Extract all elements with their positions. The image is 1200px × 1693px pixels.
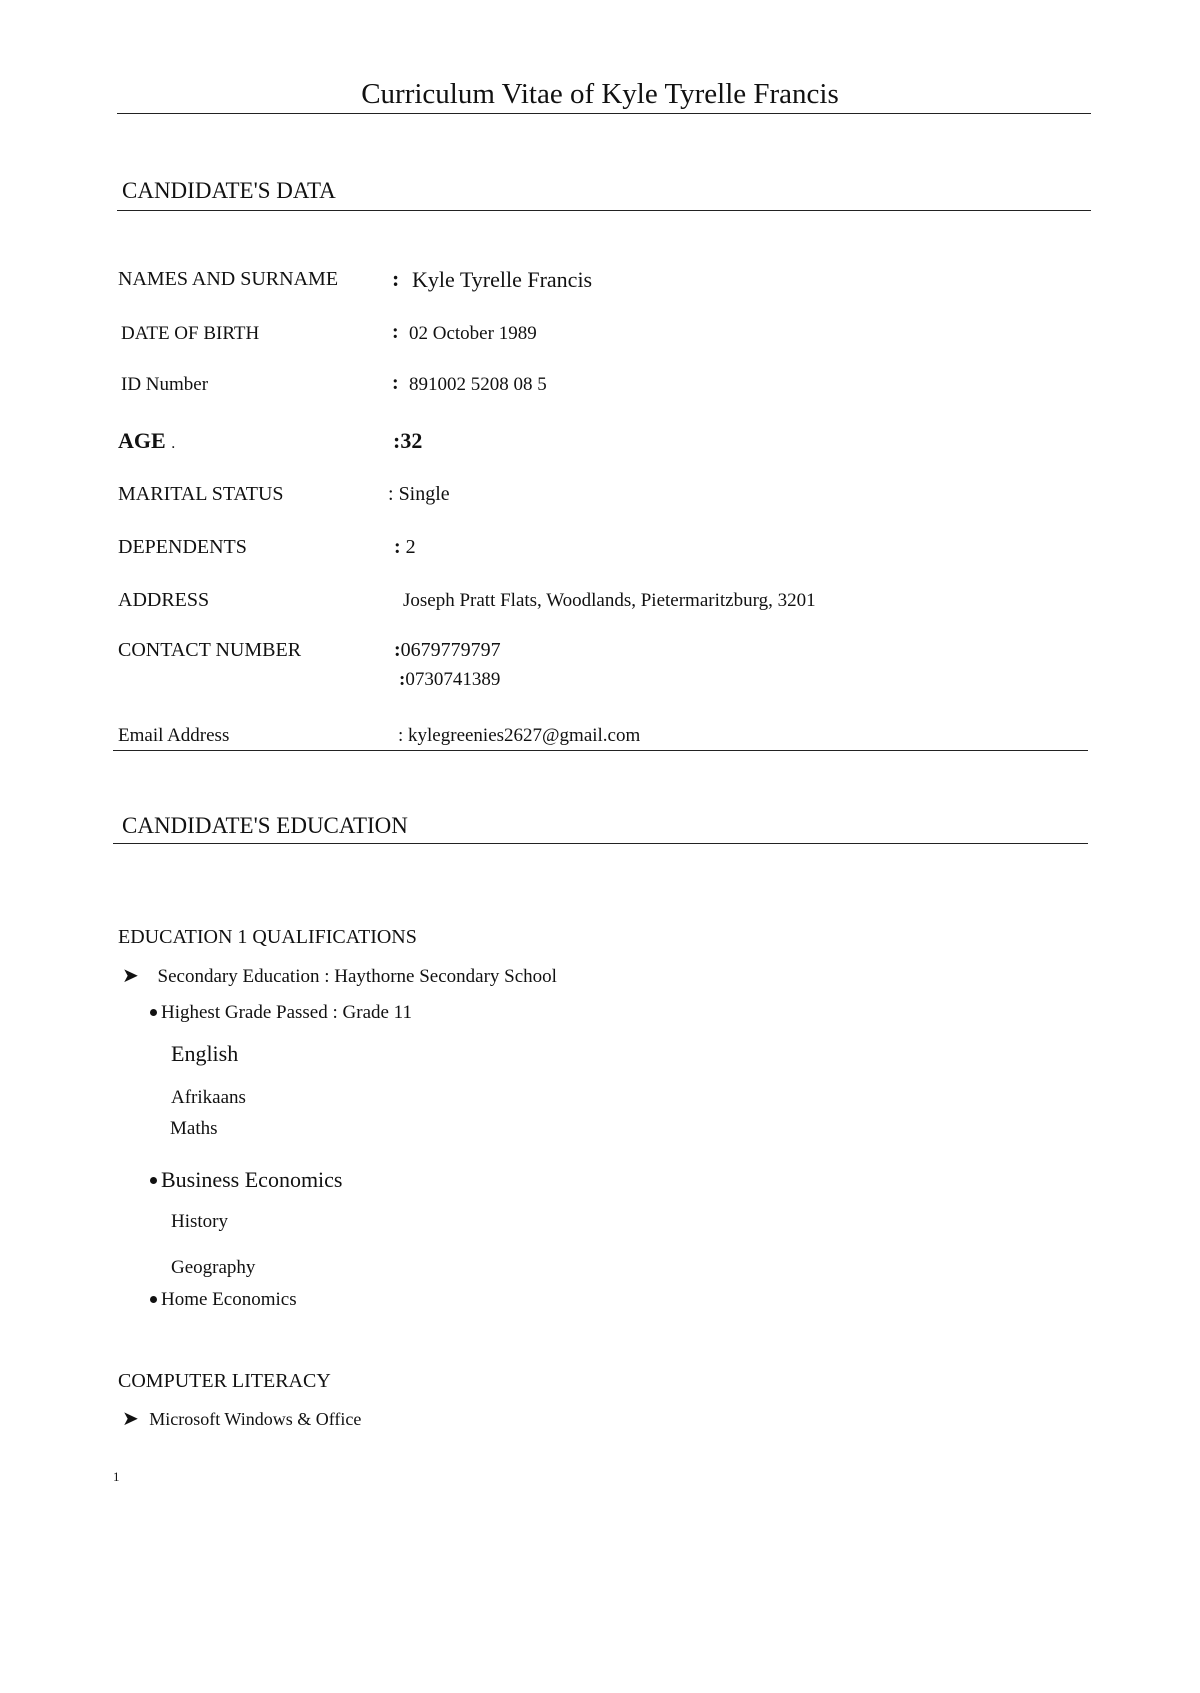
subject-business-economics-text: Business Economics [161, 1167, 343, 1192]
arrow-bullet-icon: ➤ [122, 1408, 139, 1430]
marital-value-text: Single [398, 483, 450, 505]
bullet-dot-icon [150, 1009, 157, 1016]
names-value: Kyle Tyrelle Francis [412, 267, 593, 292]
email-value: : kylegreenies2627@gmail.com [398, 725, 641, 746]
section-rule-email [113, 750, 1088, 751]
page-title: Curriculum Vitae of Kyle Tyrelle Francis [361, 78, 839, 110]
age-label-text: AGE [118, 428, 166, 453]
contact-number-1: :0679779797 [394, 639, 501, 661]
subject-geography: Geography [171, 1257, 256, 1278]
secondary-education-text: Secondary Education : Haythorne Secondary School [157, 966, 557, 987]
id-label: ID Number [121, 374, 209, 395]
section-heading-candidate-education: CANDIDATE'S EDUCATION [122, 813, 408, 838]
computer-literacy-text: Microsoft Windows & Office [149, 1409, 362, 1429]
education-qualifications-heading: EDUCATION 1 QUALIFICATIONS [118, 926, 417, 948]
address-label: ADDRESS [118, 589, 210, 611]
contact-label: CONTACT NUMBER [118, 639, 302, 661]
subject-english: English [171, 1041, 239, 1066]
secondary-education-item [122, 963, 557, 988]
email-label: Email Address [118, 725, 230, 746]
subject-afrikaans: Afrikaans [171, 1087, 246, 1108]
arrow-bullet-icon: ➤ [122, 965, 139, 987]
contact-number-2: :0730741389 [399, 669, 501, 690]
contact-number-2-text: 0730741389 [405, 669, 501, 690]
age-label-dot: . [171, 435, 176, 452]
dob-colon: : [392, 321, 399, 343]
marital-label: MARITAL STATUS [118, 483, 284, 505]
id-value: 891002 5208 08 5 [409, 374, 547, 395]
dependents-label: DEPENDENTS [118, 536, 247, 558]
dependents-value-text: 2 [405, 536, 416, 558]
subject-business-economics [150, 1167, 343, 1193]
highest-grade-item [150, 1002, 412, 1024]
subject-history: History [171, 1211, 228, 1232]
section-rule-candidate-education [113, 843, 1088, 844]
bullet-dot-icon [150, 1177, 157, 1184]
dob-label: DATE OF BIRTH [121, 323, 260, 344]
contact-number-1-text: 0679779797 [400, 639, 501, 661]
email-value-text: kylegreenies2627@gmail.com [408, 725, 641, 746]
computer-literacy-item [122, 1406, 361, 1431]
bullet-dot-icon [150, 1296, 157, 1303]
subject-maths: Maths [170, 1118, 218, 1139]
subject-home-economics [150, 1289, 297, 1311]
dependents-value: : 2 [394, 536, 416, 558]
names-colon: : [392, 266, 400, 291]
names-label: NAMES AND SURNAME [118, 268, 339, 290]
age-value: :32 [393, 428, 423, 453]
page-number: 1 [113, 1469, 120, 1484]
age-label [118, 428, 175, 454]
subject-home-economics-text: Home Economics [161, 1289, 297, 1310]
address-value: Joseph Pratt Flats, Woodlands, Pietermaritzburg, 3201 [403, 590, 816, 611]
section-heading-candidate-data: CANDIDATE'S DATA [122, 178, 336, 203]
section-rule-candidate-data [117, 210, 1091, 211]
dob-value: 02 October 1989 [409, 323, 537, 344]
computer-literacy-heading: COMPUTER LITERACY [118, 1370, 331, 1392]
marital-value: : Single [388, 483, 450, 505]
title-rule [117, 113, 1091, 114]
highest-grade-text: Highest Grade Passed : Grade 11 [161, 1002, 412, 1023]
age-value-text: 32 [400, 428, 423, 453]
id-colon: : [392, 372, 399, 394]
